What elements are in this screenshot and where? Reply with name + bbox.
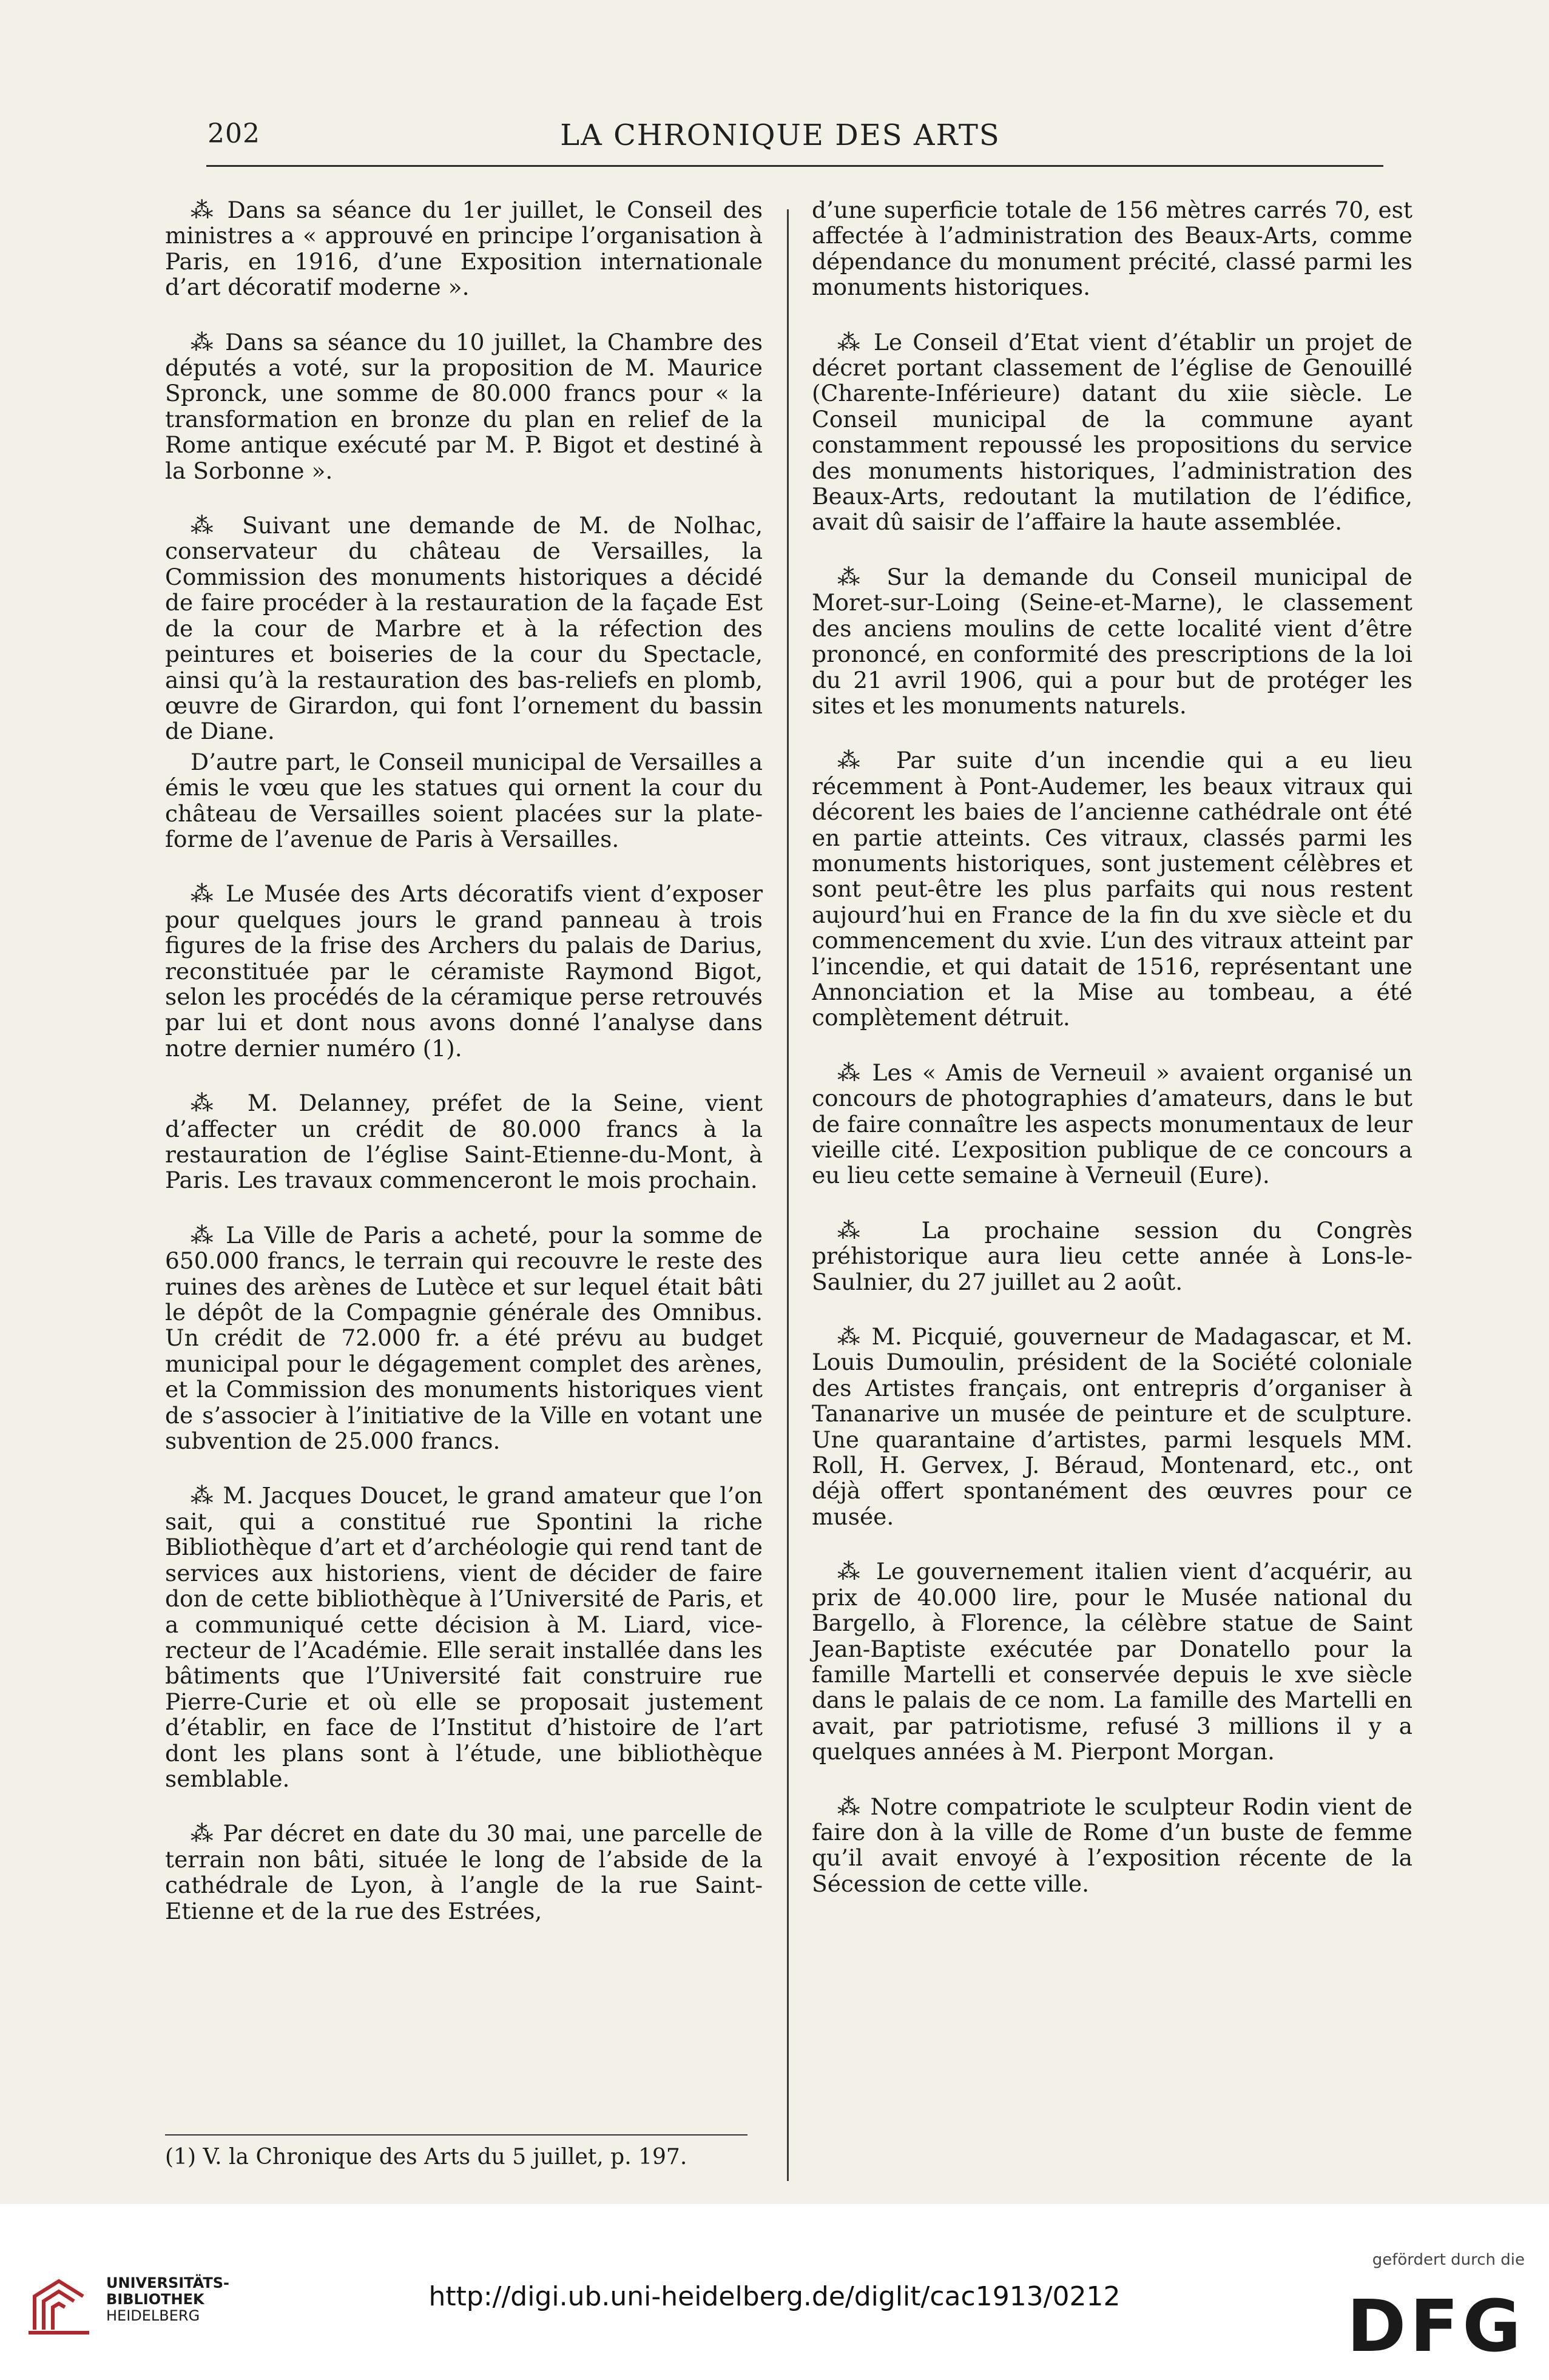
- right-column: [812, 197, 1412, 1926]
- news-item: ⁂ Notre compatriote le sculpteur Rodin vient de faire don à la ville de Rome d’un buste de femme qu’il avait envoyé à l’exposition récente de la Sécession de cette ville.: [812, 1793, 1412, 1897]
- funded-by-text: gefördert durch die: [1372, 2251, 1525, 2269]
- permalink-url[interactable]: http://digi.ub.uni-heidelberg.de/diglit/cac1913/0212: [428, 2281, 1121, 2312]
- news-item: ⁂ M. Jacques Doucet, le grand amateur que l’on sait, qui a constitué rue Spontini la riche Bibliothèque d’art et d’archéologie qui rend tant de services aux historiens, vient de décider de faire don de cette bibliothèque à l’Université de Paris, et a communiqué cette décision à M. Liard, vice-recteur de l’Académie. Elle serait installée dans les bâtiments que l’Université fait construire rue Pierre-Curie et où elle se proposait justement d’établir, en face de l’Institut d’histoire de l’art dont les plans sont à l’étude, une bibliothèque semblable.: [165, 1482, 763, 1792]
- footnote: (1) V. la Chronique des Arts du 5 juillet, p. 197.: [165, 2145, 687, 2169]
- news-item: ⁂ Suivant une demande de M. de Nolhac, conservateur du château de Versailles, la Commission des monuments historiques a décidé de faire procéder à la restauration de la façade Est de la cour de Marbre et à la réfection des peintures et boiseries de la cour du Spectacle, ainsi qu’à la restauration des bas-reliefs en plomb, œuvre de Girardon, qui font l’ornement du bassin de Diane.: [165, 512, 763, 745]
- dfg-logo: DFG: [1346, 2284, 1525, 2368]
- running-head: [177, 118, 1383, 162]
- news-item: ⁂ Les « Amis de Verneuil » avaient organisé un concours de photographies d’amateurs, dans le but de faire connaître les aspects monumentaux de leur vieille cité. L’exposition publique de ce concours a eu lieu cette semaine à Verneuil (Eure).: [812, 1059, 1412, 1189]
- header-rule: [206, 165, 1383, 167]
- library-name-line: HEIDELBERG: [106, 2307, 200, 2324]
- news-item: ⁂ M. Picquié, gouverneur de Madagascar, et M. Louis Dumoulin, président de la Société coloniale des Artistes français, ont entrepris d’organiser à Tananarive un musée de peinture et de sculpture. Une quarantaine d’artistes, parmi lesquels MM. Roll, H. Gervex, J. Béraud, Montenard, etc., ont déjà offert spontanément des œuvres pour ce musée.: [812, 1323, 1412, 1530]
- library-name-line: BIBLIOTHEK: [106, 2291, 204, 2308]
- news-item: ⁂ Par décret en date du 30 mai, une parcelle de terrain non bâti, située le long de l’abside de la cathédrale de Lyon, à l’angle de la rue Saint-Etienne et de la rue des Estrées,: [165, 1820, 763, 1924]
- news-item: ⁂ Par suite d’un incendie qui a eu lieu récemment à Pont-Audemer, les beaux vitraux qui décorent les baies de l’ancienne cathédrale ont été en partie atteints. Ces vitraux, classés parmi les monuments historiques, sont justement célèbres et sont peut-être les plus parfaits qui nous restent aujourd’hui en France de la fin du xve siècle et du commencement du xvie. L’un des vitraux atteint par l’incendie, et qui datait de 1516, représentant une Annonciation et la Mise au tombeau, a été complètement détruit.: [812, 747, 1412, 1031]
- news-item: ⁂ La Ville de Paris a acheté, pour la somme de 650.000 francs, le terrain qui recouvre le reste des ruines des arènes de Lutèce et sur lequel était bâti le dépôt de la Compagnie générale des Omnibus. Un crédit de 72.000 fr. a été prévu au budget municipal pour le dégagement complet des arènes, et la Commission des monuments historiques vient de s’associer à l’initiative de la Ville en votant une subvention de 25.000 francs.: [165, 1221, 763, 1455]
- news-item: ⁂ M. Delanney, préfet de la Seine, vient d’affecter un crédit de 80.000 francs à la restauration de l’église Saint-Etienne-du-Mont, à Paris. Les travaux commenceront le mois prochain.: [165, 1090, 763, 1194]
- news-item: ⁂ La prochaine session du Congrès préhistorique aura lieu cette année à Lons-le-Saulnier, du 27 juillet au 2 août.: [812, 1216, 1412, 1295]
- news-item: ⁂ Le Conseil d’Etat vient d’établir un projet de décret portant classement de l’église de Genouillé (Charente-Inférieure) datant du xiie siècle. Le Conseil municipal de la commune ayant constamment repoussé les propositions du service des monuments historiques, l’administration des Beaux-Arts, redoutant la mutilation de l’édifice, avait dû saisir de l’affaire la haute assemblée.: [812, 328, 1412, 536]
- left-column: [165, 197, 763, 1953]
- footnote-rule: [165, 2134, 748, 2136]
- news-item: ⁂ Dans sa séance du 10 juillet, la Chambre des députés a voté, sur la proposition de M. Maurice Spronck, une somme de 80.000 francs pour « la transformation en bronze du plan en relief de la Rome antique exécuté par M. P. Bigot et destiné à la Sorbonne ».: [165, 328, 763, 484]
- news-item: ⁂ Sur la demande du Conseil municipal de Moret-sur-Loing (Seine-et-Marne), le classement des anciens moulins de cette localité vient d’être prononcé, en conformité des prescriptions de la loi du 21 avril 1906, qui a pour but de protéger les sites et les monuments naturels.: [812, 563, 1412, 719]
- news-item: ⁂ Le gouvernement italien vient d’acquérir, au prix de 40.000 lire, pour le Musée national du Bargello, à Florence, la célèbre statue de Saint Jean-Baptiste exécutée par Donatello pour la famille Martelli et conservée depuis le xve siècle dans le palais de ce nom. La famille des Martelli en avait, par patriotisme, refusé 3 millions il y a quelques années à M. Pierpont Morgan.: [812, 1558, 1412, 1765]
- journal-title: LA CHRONIQUE DES ARTS: [560, 118, 1001, 152]
- column-divider: [787, 209, 789, 2181]
- news-item: D’autre part, le Conseil municipal de Versailles a émis le vœu que les statues qui ornent la cour du château de Versailles soient placées sur la plate-forme de l’avenue de Paris à Versailles.: [165, 748, 763, 852]
- news-item: d’une superficie totale de 156 mètres carrés 70, est affectée à l’administration des Beaux-Arts, comme dépendance du monument précité, classé parmi les monuments historiques.: [812, 197, 1412, 301]
- news-item: ⁂ Le Musée des Arts décoratifs vient d’exposer pour quelques jours le grand panneau à trois figures de la frise des Archers du palais de Darius, reconstituée par le céramiste Raymond Bigot, selon les procédés de la céramique perse retrouvés par lui et dont nous avons donné l’analyse dans notre dernier numéro (1).: [165, 880, 763, 1062]
- page-number: 202: [208, 118, 260, 149]
- library-name-line: UNIVERSITÄTS-: [106, 2274, 230, 2291]
- news-item: ⁂ Dans sa séance du 1er juillet, le Conseil des ministres a « approuvé en principe l’organisation à Paris, en 1916, d’une Exposition internationale d’art décoratif moderne ».: [165, 197, 763, 301]
